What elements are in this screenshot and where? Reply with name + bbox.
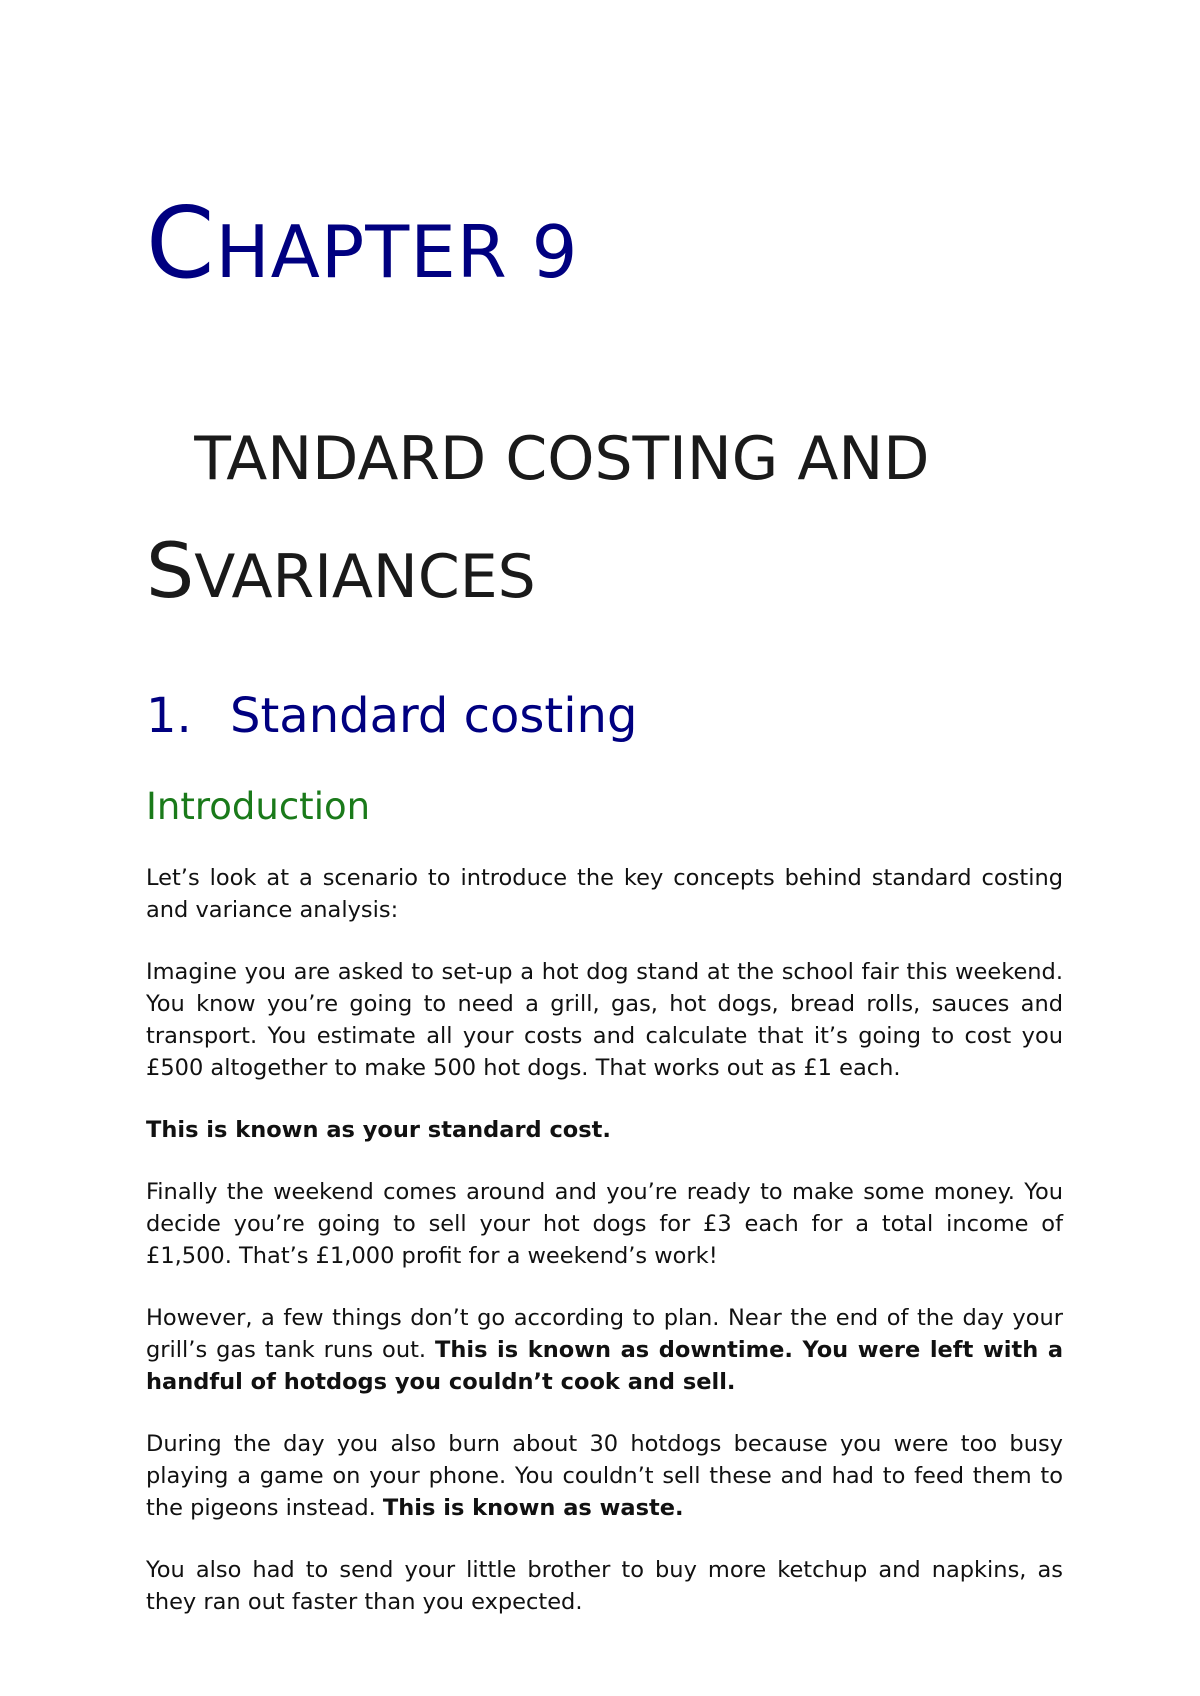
paragraph-profit: Finally the weekend comes around and you’re ready to make some money. You decide you’re going to sell your hot dogs for £3 each for a total income of £1,500. That’s £1,000 profit for a weekend’s work! (146, 1179, 1063, 1269)
paragraph-scenario: Imagine you are asked to set-up a hot dog stand at the school fair this weekend. You know you’re going to need a grill, gas, hot dogs, bread rolls, sauces and transport. You estimate all your costs and calculate that it’s going to cost you £500 altogether to make 500 hot dogs. That works out as £1 each. (146, 959, 1063, 1081)
subsection-heading: Introduction (146, 785, 371, 828)
paragraph-supplies: You also had to send your little brother to buy more ketchup and napkins, as they ran out faster than you expected. (146, 1557, 1063, 1615)
body-text (146, 862, 1063, 1648)
downtime-text: However, a few things don’t go according to plan. Near the end of the day your grill’s gas tank runs out. (146, 1305, 1063, 1363)
chapter-title-initial: C (146, 187, 216, 301)
section-number: 1. (146, 688, 192, 744)
paragraph-standard-cost (146, 1114, 1063, 1146)
chapter-title (146, 187, 579, 301)
section-title: Standard costing (230, 688, 638, 744)
chapter-subtitle (146, 400, 1046, 636)
chapter-subtitle-rest: TANDARD COSTING AND VARIANCES (194, 424, 930, 612)
paragraph-intro: Let’s look at a scenario to introduce the key concepts behind standard costing and variance analysis: (146, 865, 1063, 923)
standard-cost-definition: This is known as your standard cost. (146, 1117, 611, 1143)
section-heading (146, 684, 637, 748)
chapter-subtitle-initial: S (146, 526, 195, 615)
chapter-title-rest: HAPTER 9 (215, 210, 579, 294)
waste-text: During the day you also burn about 30 hotdogs because you were too busy playing a game on your phone. You couldn’t sell these and had to feed them to the pigeons instead. (146, 1431, 1063, 1521)
paragraph-downtime (146, 1302, 1063, 1398)
waste-definition: This is known as waste. (382, 1495, 684, 1521)
downtime-definition: This is known as downtime. You were left with a handful of hotdogs you couldn’t cook and sell. (146, 1337, 1064, 1395)
paragraph-waste (146, 1428, 1063, 1524)
